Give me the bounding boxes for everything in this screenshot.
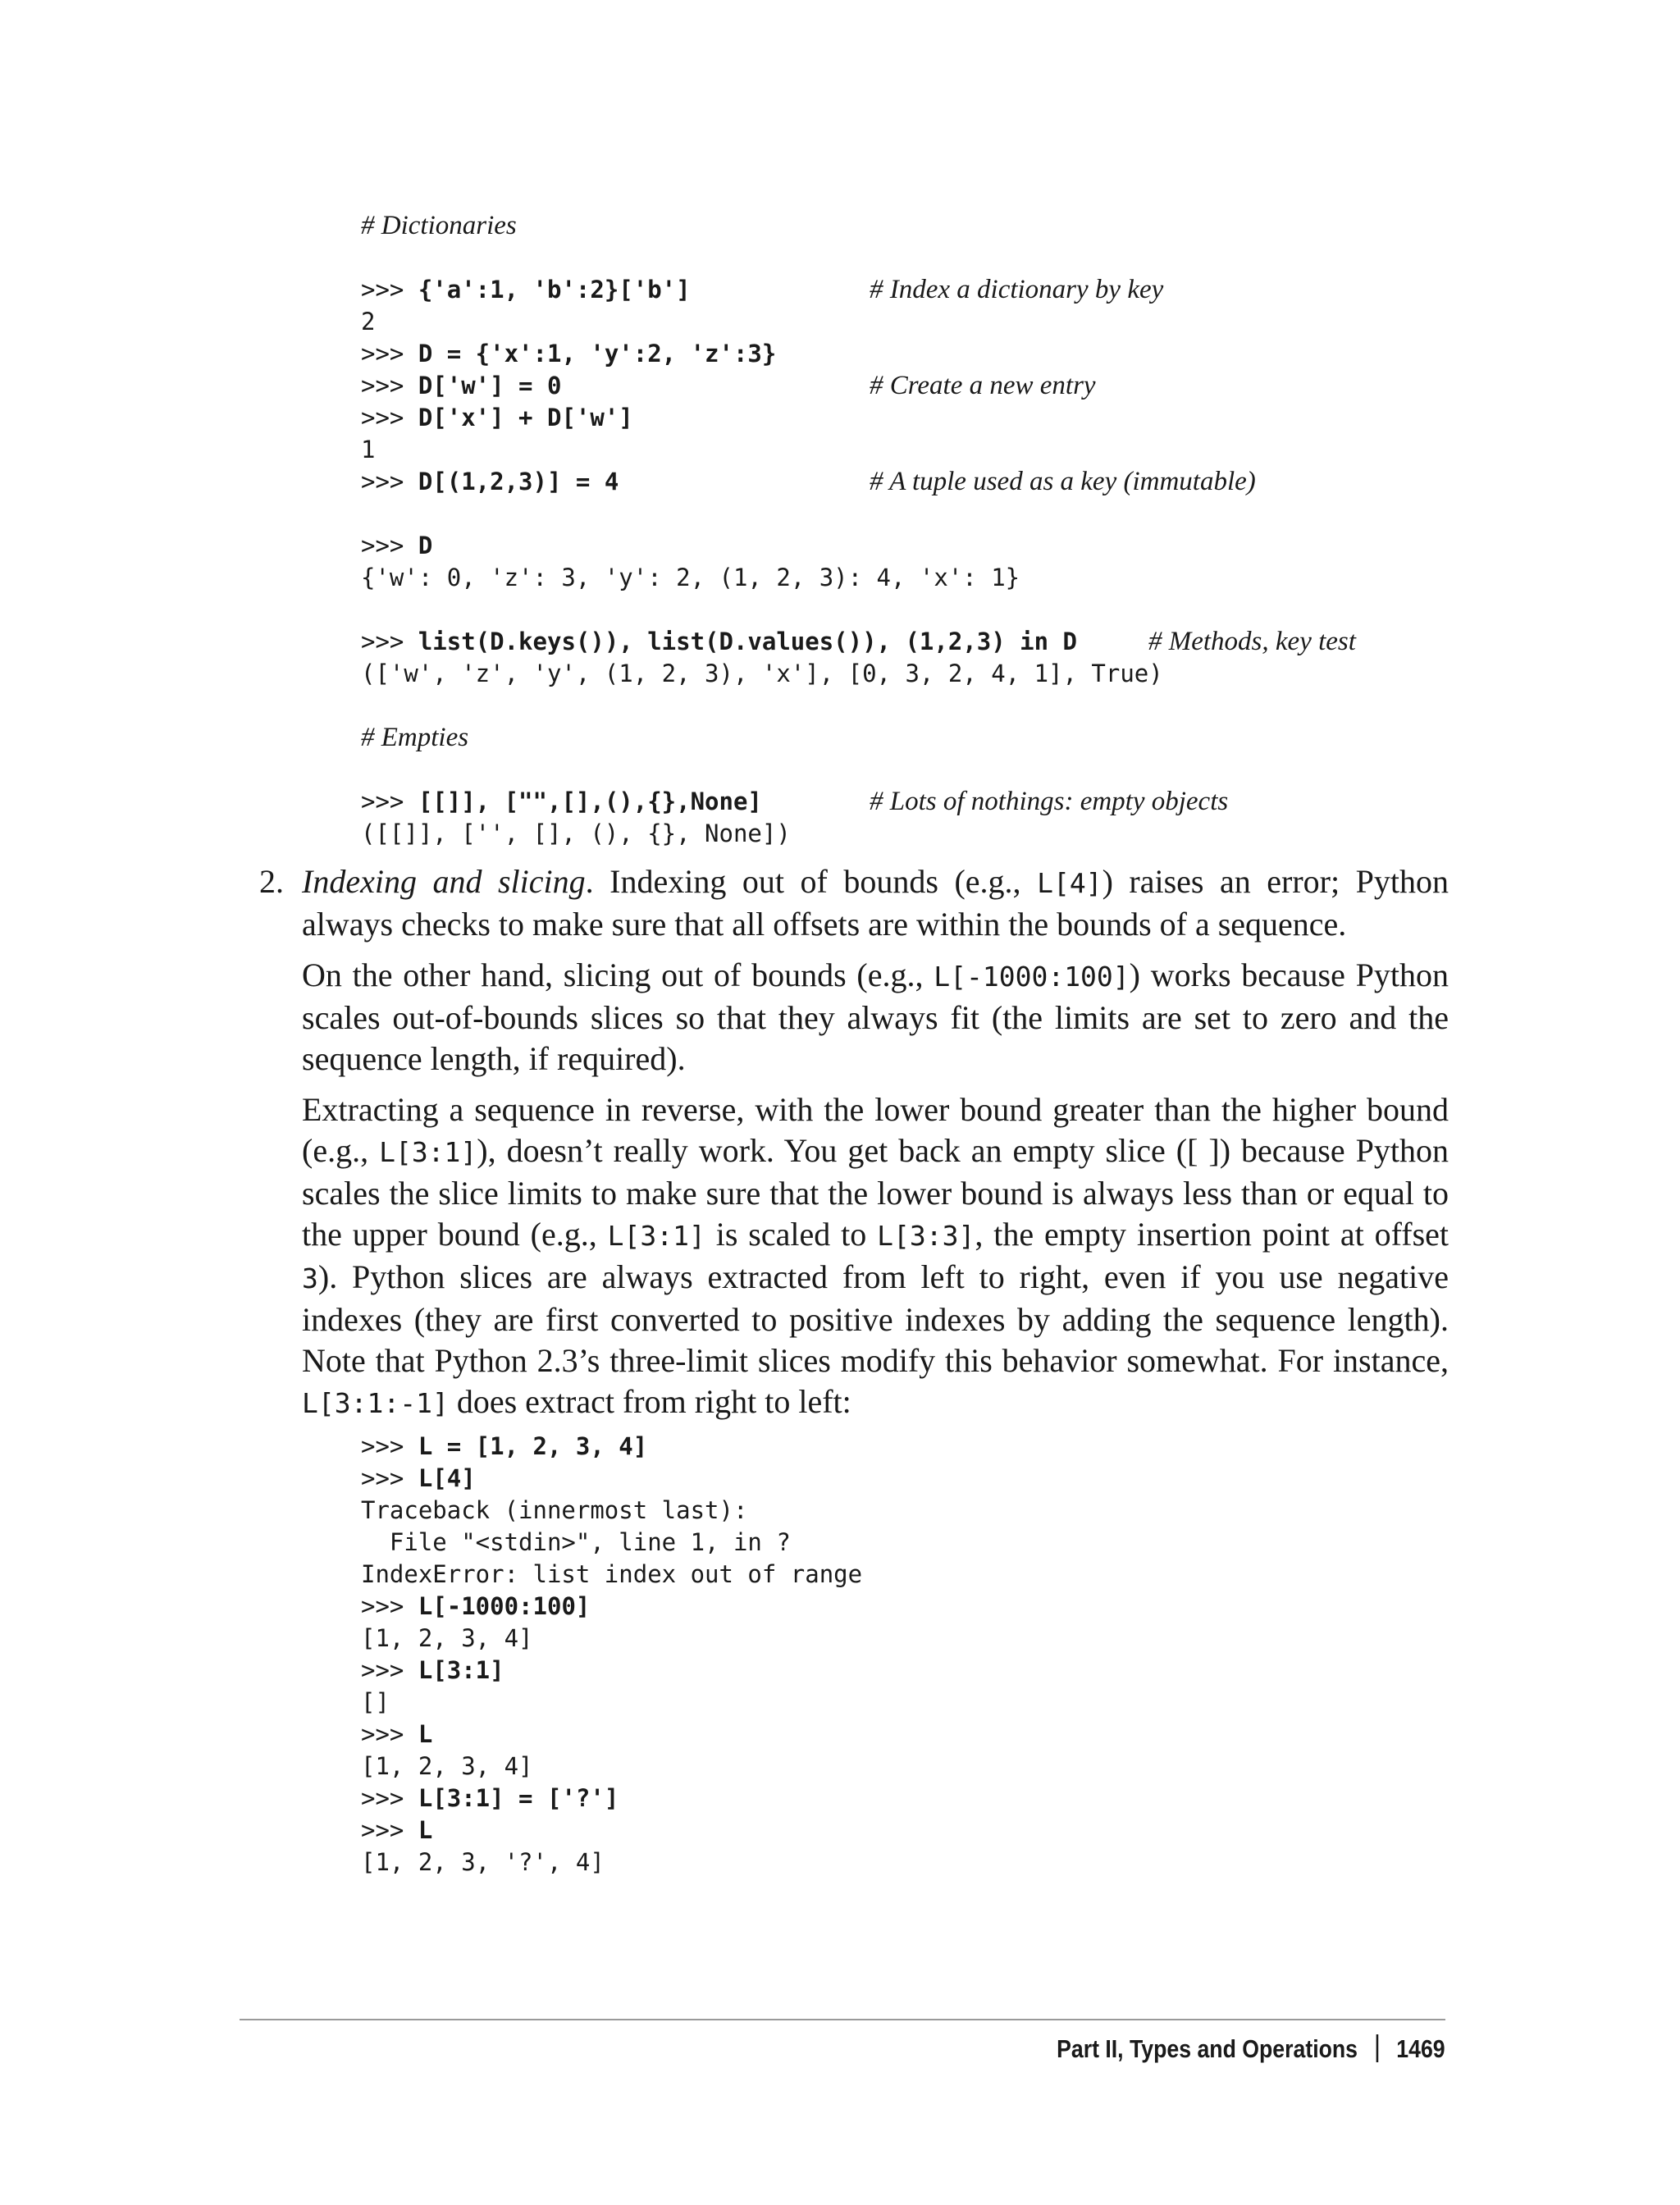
inline-code: L[3:1] [379, 1136, 477, 1168]
code-input-line [361, 1591, 1509, 1623]
prompt: >>> [361, 468, 418, 495]
code-input-line [361, 626, 1509, 658]
output: [1, 2, 3, '?', 4] [361, 1848, 605, 1876]
code-output-line [361, 1847, 1509, 1879]
command: L[-1000:100] [418, 1592, 591, 1620]
code-output-line [361, 306, 1509, 338]
answer-item-2 [259, 861, 1449, 1434]
code-input-line [361, 786, 1509, 818]
inline-code: 3 [302, 1262, 318, 1294]
code-input-line [361, 402, 1509, 434]
code-input-line [361, 274, 1509, 306]
output: [1, 2, 3, 4] [361, 1752, 533, 1780]
footer-separator [1376, 2034, 1379, 2062]
page-number: 1469 [1396, 2034, 1445, 2063]
command: D['w'] = 0 [418, 372, 562, 399]
output: ([[]], ['', [], (), {}, None]) [361, 819, 791, 847]
command: [[]], ["",[],(),{},None] [418, 788, 762, 815]
code-comment: # A tuple used as a key (immutable) [870, 467, 1256, 496]
output: (['w', 'z', 'y', (1, 2, 3), 'x'], [0, 3, 2, 4, 1], True) [361, 660, 1163, 687]
code-output-line [361, 1751, 1509, 1783]
prompt: >>> [361, 340, 418, 368]
command: L[3:1] = ['?'] [418, 1784, 619, 1812]
text-span: . Indexing out of bounds (e.g., [585, 863, 1038, 900]
inline-code: L[4] [1037, 867, 1102, 899]
code-input-line [361, 466, 1509, 498]
code-input-line [361, 1815, 1509, 1847]
inline-code: L[3:1] [607, 1220, 705, 1252]
text-span: does extract from right to left: [448, 1383, 851, 1420]
command: D['x'] + D['w'] [418, 404, 633, 431]
prompt: >>> [361, 788, 418, 815]
prompt: >>> [361, 628, 418, 655]
inline-code: L[3:1:-1] [302, 1387, 449, 1419]
output: 2 [361, 308, 376, 336]
item-number: 2. [259, 863, 284, 900]
code-comment: # Index a dictionary by key [870, 275, 1164, 304]
command: L[4] [418, 1464, 476, 1492]
text-span: , the empty insertion point at offset [975, 1216, 1449, 1253]
prompt: >>> [361, 1720, 418, 1748]
command: L = [1, 2, 3, 4] [418, 1432, 648, 1460]
code-output-line [361, 562, 1509, 594]
code-output-line [361, 1623, 1509, 1655]
output: Traceback (innermost last): [361, 1496, 748, 1524]
prompt: >>> [361, 276, 418, 304]
code-input-line [361, 338, 1509, 370]
prompt: >>> [361, 1784, 418, 1812]
code-comment: # Lots of nothings: empty objects [870, 787, 1229, 816]
code-comment-empties: # Empties [361, 723, 469, 752]
command: D [418, 532, 433, 559]
output: [] [361, 1688, 390, 1716]
code-input-line [361, 1463, 1509, 1495]
paragraph-2 [302, 955, 1449, 1080]
command: list(D.keys()), list(D.values()), (1,2,3) in D [418, 628, 1077, 655]
code-output-line [361, 658, 1509, 690]
code-block-slicing [361, 1431, 1509, 1879]
footer-section: Part II, Types and Operations [1057, 2034, 1358, 2063]
text-span: ) raises an error; Python always checks to make sure that all offsets are within the bounds of a sequence. [302, 863, 1449, 943]
command: D[(1,2,3)] = 4 [418, 468, 619, 495]
code-output-line [361, 1559, 1509, 1591]
paragraph-1 [302, 861, 1449, 945]
page-footer [1057, 2033, 1445, 2066]
text-span: On the other hand, slicing out of bounds (e.g., [302, 956, 934, 993]
code-output-line [361, 1495, 1509, 1527]
item-title: Indexing and slicing [302, 863, 586, 900]
output: 1 [361, 436, 376, 463]
code-comment-dictionaries: # Dictionaries [361, 211, 517, 240]
text-span: ), doesn’t really work. You get back an empty slice ([ ]) because Python scales the slice limits to make sure that the lower bound is always less than or equal to the upper bound (e.g., [302, 1132, 1449, 1253]
prompt: >>> [361, 1656, 418, 1684]
command: D = {'x':1, 'y':2, 'z':3} [418, 340, 777, 368]
inline-code: L[-1000:100] [934, 961, 1130, 993]
code-output-line [361, 434, 1509, 466]
prompt: >>> [361, 1816, 418, 1844]
prompt: >>> [361, 532, 418, 559]
prompt: >>> [361, 404, 418, 431]
code-output-line [361, 1527, 1509, 1559]
code-input-line [361, 1783, 1509, 1815]
code-output-line [361, 1687, 1509, 1719]
code-input-line [361, 370, 1509, 402]
code-input-line [361, 1719, 1509, 1751]
output: [1, 2, 3, 4] [361, 1624, 533, 1652]
output: IndexError: list index out of range [361, 1560, 863, 1588]
code-block-dictionaries [361, 210, 1509, 850]
output: File "<stdin>", line 1, in ? [361, 1528, 791, 1556]
text-span: is scaled to [705, 1216, 878, 1253]
inline-code: L[3:3] [877, 1220, 975, 1252]
text-span: ). Python slices are always extracted from left to right, even if you use negative indexes (they are first converted to positive indexes by adding the sequence length). Note that Python 2.3’s three-limit slices modify this behavior somewhat. For instance, [302, 1258, 1449, 1379]
paragraph-3 [302, 1089, 1449, 1424]
code-output-line [361, 818, 1509, 850]
code-input-line [361, 530, 1509, 562]
output: {'w': 0, 'z': 3, 'y': 2, (1, 2, 3): 4, 'x': 1} [361, 564, 1020, 591]
code-input-line [361, 1431, 1509, 1463]
code-lines-slicing [361, 1431, 1509, 1879]
code-comment: # Create a new entry [870, 371, 1096, 400]
command: {'a':1, 'b':2}['b'] [418, 276, 691, 304]
prompt: >>> [361, 1592, 418, 1620]
code-lines-methods [361, 626, 1509, 690]
command: L[3:1] [418, 1656, 504, 1684]
prompt: >>> [361, 1432, 418, 1460]
prompt: >>> [361, 372, 418, 399]
code-input-line [361, 1655, 1509, 1687]
command: L [418, 1816, 433, 1844]
text-span: ) works because Python scales out-of-bounds slices so that they always fit (the limits are set to zero and the sequence length, if required). [302, 956, 1449, 1077]
code-comment: # Methods, key test [1148, 627, 1356, 656]
code-lines-dict [361, 274, 1509, 498]
footer-rule [240, 2019, 1445, 2020]
command: L [418, 1720, 433, 1748]
text-span: Extracting a sequence in reverse, with the lower bound greater than the higher bound (e.g., [302, 1091, 1449, 1169]
code-lines-empties [361, 786, 1509, 850]
code-lines-display [361, 530, 1509, 594]
prompt: >>> [361, 1464, 418, 1492]
